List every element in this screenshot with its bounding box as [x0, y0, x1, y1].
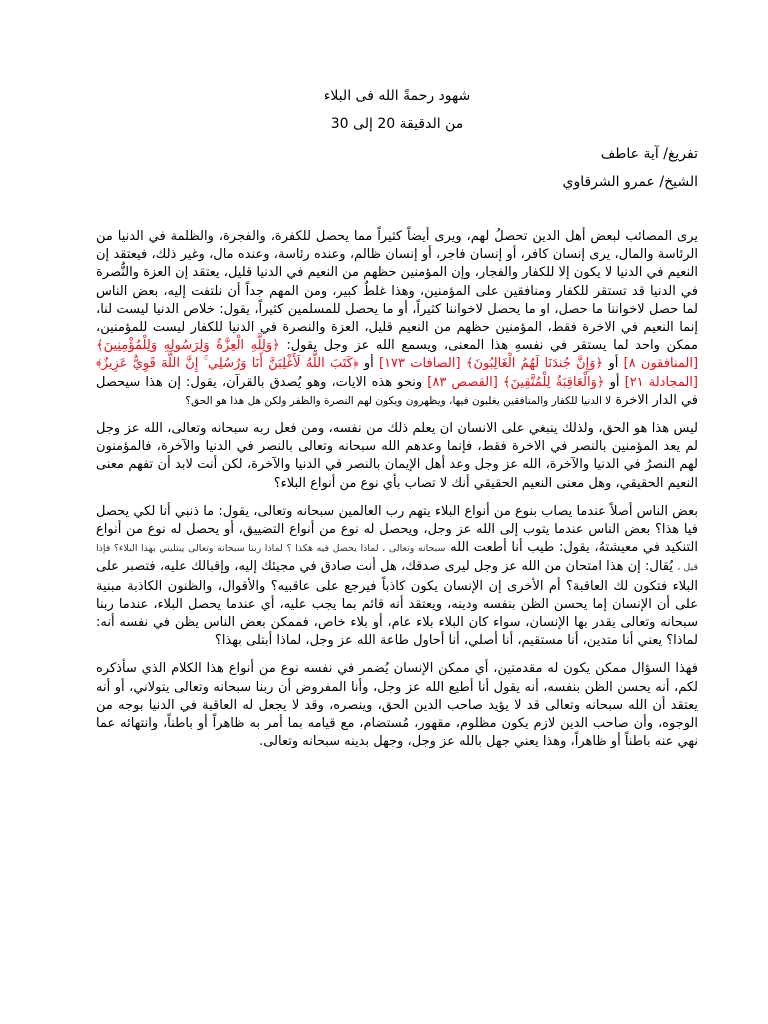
paragraph-1-text-b: ونحو هذه الايات، وهو يُصدق بالقرآن، يقول: إن هذا سيحصل في الدار الاخرة: [96, 374, 698, 408]
conjunction-or: أو: [363, 356, 374, 372]
quran-verse-qasas: ﴿وَالْعَاقِبَةُ لِلْمُتَّقِينَ﴾ [القصص ٨٣]: [427, 374, 605, 390]
quran-verse-mujadala: ﴿كَتَبَ اللَّهُ لَأَغْلِبَنَّ أَنَا وَرُسُلِي ۚ إِنَّ اللَّهَ قَوِيٌّ عَزِيزٌ﴾ [المجادلة ٢١]: [96, 356, 698, 390]
conjunction-or: أو: [608, 356, 619, 372]
time-range: من الدقيقة 20 إلى 30: [330, 116, 464, 132]
paragraph-4: فهذا السؤال ممكن يكون له مقدمتين، أي ممكن الإنسان يُضمر في نفسه نوع من أنواع هذا الكلام الذي سأذكره لكم، أنه يحسن الظن بنفسه، أنه يقول أنا أطيع الله عز وجل، وأنا المفروض أن ربنا سبحانه وتعالى يتولاني، أو أنه يعتقد أن الله سبحانه وتعالى قد لا يؤيد صاحب الدين الحق، وينصره، وقد لا يجعل له العاقبة في الدنيا بوجه من الوجوه، وأن صاحب الدين لازم يكون مظلوم، مقهور، مُستضام، مع قيامه بما أمر به ظاهراً أو باطناً، وانتهائه عما نهي عنه باطناً أو ظاهراً، وهذا يعني جهل بالله عز وجل، وجهل بدينه سبحانه وتعالى.: [96, 661, 698, 750]
paragraph-3-text-a: بعض الناس أصلاً عندما يصاب بنوع من أنواع البلاء يتهم رب العالمين سبحانه وتعالى، يقول: ما ذنبي أنا لكي يحصل فيا هذا؟ بعض الناس عندما يتوب إلى الله عز وجل، ويحصل له نوع من أنواع التضييق، أو يحصل له نوع من أنواع التنكيد في معيشتهُ، يقول: طيب أنا أطعت الله: [96, 503, 698, 556]
paragraph-1-small-line: لا الدنيا للكفار والمنافقين يغلبون فيها، ويظهرون ويكون لهم النصرة والظفر ولكن هل هذا هو الحق؟: [185, 394, 612, 407]
paragraph-3-faint-line: سبحانه وتعالى ، لماذا يحصل فيه هكذا ؟ لماذا ربنا سبحانه وتعالى يبتليني بهذا البلاء؟ فإذا قيل ،: [96, 543, 698, 574]
paragraph-2: ليس هذا هو الحق، ولذلك ينبغي على الانسان ان يعلم ذلك من نفسه، ومن فعل ربه سبحانه وتعالى، الله عز وجل لم يعد المؤمنين بالنصر في الاخرة فقط، فإنما وعدهم الله سبحانه وتعالى بالنصر في الدنيا والآخرة، فالمؤمنون لهم النصرُ في الدنيا والآخرة، الله عز وجل وعد أهل الإيمان بالنصر في الدنيا والآخرة، لكن أنت لابد أن تفهم معنى النعيم الحقيقي، وهل معنى النعيم الحقيقي أنك لا تصاب بأي نوع من أنواع البلاء؟: [96, 421, 698, 491]
transcriber-line: تفريغ/ آية عاطف: [600, 146, 698, 162]
quran-verse-saffat: ﴿وَإِنَّ جُندَنَا لَهُمُ الْغَالِبُونَ﴾ [الصافات ١٧٣]: [379, 356, 604, 372]
document-title: شهود رحمةً الله فى البلاء: [323, 88, 471, 104]
paragraph-3: [96, 503, 698, 651]
paragraph-3-text-b: يُقال: إن هذا امتحان من الله عز وجل ليرى صدقك، هل أنت صادق في مجيئك إليه، وإقبالك عليه، فتصبر على البلاء فتكون لك العاقبة؟ أم الأخرى إن الإنسان يكون كاذباً فيرجع على عاقبيه؟ والأقوال، والظنون الكاذبة مبنية على أن الإنسان إما يحسن الظن بنفسه ودينه، ويعتقد أنه قائم بما يجب عليه، أي عندما يحصل البلاء، عندما ربنا سبحانه وتعالى يقدر بها الإنسان، سواء كان البلاء بلاء عام، أو بلاء خاص، فممكن بعض الناس يظن في نفسه أنه: لماذا؟ يعني أنا متدين، أنا مستقيم، أنا أصلي، أنا أحاول طاعة الله عز وجل، لماذا أبتلى بهذا؟: [96, 559, 698, 649]
document-header: [96, 88, 698, 132]
sheikh-line: الشيخ/ عمرو الشرقاوي: [562, 174, 698, 190]
conjunction-or: أو: [609, 374, 620, 390]
paragraph-1: [96, 228, 698, 410]
paragraph-1-text-a: يرى المصائب لبعض أهل الدين تحصلُ لهم، ويرى أيضاً كثيراً مما يحصل للكفرة، والفجرة، والظلمة في الدنيا من الرئاسة والمال، يرى إنسان كافر، أو إنسان فاجر، أو إنسان ظالم، وعنده رئاسة، وعنده مال، وغير ذلك، فيعتقد إن النعيم في الدنيا لا يكون إلا للكفار والفجار، وإن المؤمنين حظهم من النعيم في الدنيا قليل، يعتقد إن العزة والنُّصرة في الدنيا قد تستقر للكفار ومنافقين على المؤمنين، وهذا غلطٌ كبير، ومن المهم جداً أن نلتفت إليه، بعض الناس لما حصل لاخواننا ما حصل، او ما يحصل لاخواننا كثيراً، أو ما يحصل للمسلمين كثيراً، يقول: خلاص الدنيا ليست لنا، إنما النعيم في الاخرة فقط، المؤمنين حظهم من النعيم قليل، العزة والنصرة في الدنيا للكفار ليست للمؤمنين، ممكن واحد لما يستقر في نفسهِ هذا المعنى، ويسمع الله عز وجل يقول:: [96, 229, 699, 354]
quran-verse-munafiqun: ﴿وَلِلَّهِ الْعِزَّةُ وَلِرَسُولِهِ وَلِلْمُؤْمِنِينَ﴾ [المنافقون ٨]: [96, 338, 699, 372]
